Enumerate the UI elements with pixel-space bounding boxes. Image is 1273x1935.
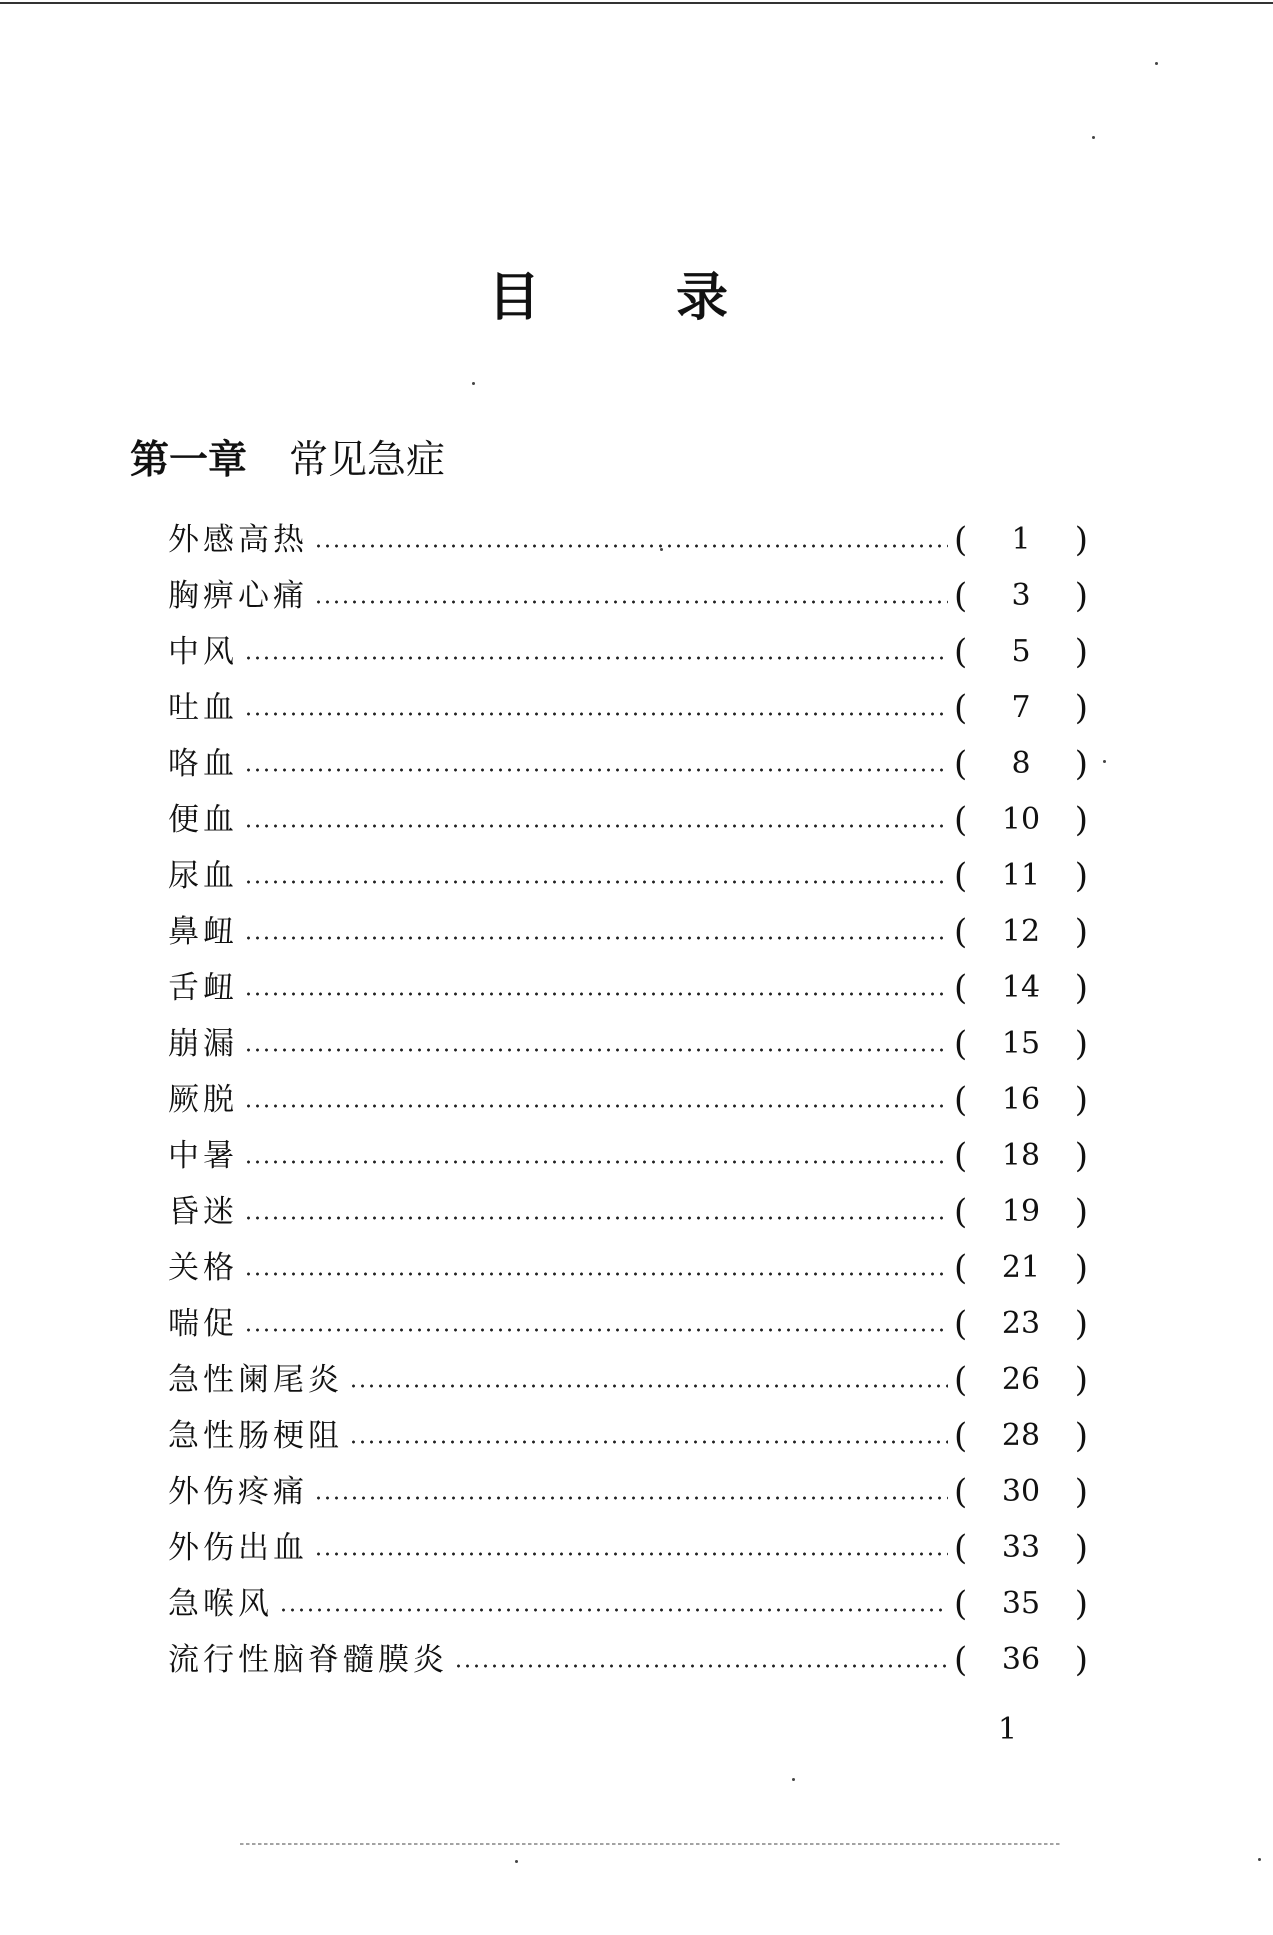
toc-entry-page-ref: [954, 1024, 1088, 1064]
paren-open: (: [954, 1080, 968, 1120]
toc-dot-leader: [349, 1383, 948, 1389]
toc-dot-leader: [244, 935, 948, 941]
toc-entry-page-number: 15: [1001, 1026, 1041, 1061]
toc-entry-label: 厥脱: [168, 1082, 238, 1118]
toc-entry-label: 流行性脑脊髓膜炎: [168, 1642, 448, 1678]
toc-dot-leader: [349, 1439, 948, 1445]
toc-entry-page-ref: [954, 1472, 1088, 1512]
toc-entry-page-number: 18: [1001, 1138, 1041, 1173]
toc-dot-leader: [244, 879, 948, 885]
paren-open: (: [954, 1024, 968, 1064]
toc-entry-page-ref: [954, 1192, 1088, 1232]
toc-entry-page-ref: [954, 1584, 1088, 1624]
toc-entry-page-number: 36: [1001, 1642, 1041, 1677]
toc-entry-label: 昏迷: [168, 1194, 238, 1230]
toc-dot-leader: [244, 1271, 948, 1277]
chapter-heading: [130, 437, 445, 485]
toc-entry-label: 喘促: [168, 1306, 238, 1342]
paren-open: (: [954, 1360, 968, 1400]
toc-entry-label: 关格: [168, 1250, 238, 1286]
toc-entry-label: 急性肠梗阻: [168, 1418, 343, 1454]
toc-entry[interactable]: [168, 848, 1088, 904]
chapter-number: 第一章: [130, 438, 248, 483]
toc-entry-label: 外伤疼痛: [168, 1474, 308, 1510]
toc-entry-page-number: 26: [1001, 1362, 1041, 1397]
toc-entry[interactable]: [168, 624, 1088, 680]
toc-dot-leader: [244, 711, 948, 717]
toc-dot-leader: [244, 1103, 948, 1109]
toc-entry-label: 急喉风: [168, 1586, 273, 1622]
paren-close: ): [1074, 1248, 1088, 1288]
toc-entry-page-ref: [954, 1248, 1088, 1288]
toc-entry-page-ref: [954, 688, 1088, 728]
toc-entry[interactable]: [168, 568, 1088, 624]
paren-open: (: [954, 912, 968, 952]
toc-entry-page-number: 10: [1001, 802, 1041, 837]
paren-open: (: [954, 1304, 968, 1344]
toc-entry[interactable]: [168, 792, 1088, 848]
toc-entry-page-number: 16: [1001, 1082, 1041, 1117]
toc-dot-leader: [244, 1047, 948, 1053]
toc-entry-page-ref: [954, 1640, 1088, 1680]
toc-entry-page-ref: [954, 1304, 1088, 1344]
paren-open: (: [954, 744, 968, 784]
toc-entry[interactable]: [168, 1128, 1088, 1184]
toc-dot-leader: [244, 991, 948, 997]
paren-close: ): [1074, 1584, 1088, 1624]
toc-entry-page-number: 5: [1011, 634, 1031, 669]
toc-entry[interactable]: [168, 1240, 1088, 1296]
toc-entry[interactable]: [168, 1352, 1088, 1408]
toc-entry[interactable]: [168, 1072, 1088, 1128]
toc-dot-leader: [279, 1607, 948, 1613]
toc-entry-label: 咯血: [168, 746, 238, 782]
paren-close: ): [1074, 1024, 1088, 1064]
toc-entry[interactable]: [168, 680, 1088, 736]
page-title-char-2: 录: [675, 268, 728, 328]
paren-open: (: [954, 632, 968, 672]
toc-entry-page-number: 14: [1001, 970, 1041, 1005]
toc-entry-page-ref: [954, 576, 1088, 616]
page-number: 1: [998, 1712, 1018, 1747]
toc-entry-page-ref: [954, 1080, 1088, 1120]
toc-entry-page-ref: [954, 912, 1088, 952]
paren-open: (: [954, 1136, 968, 1176]
toc-entry[interactable]: [168, 736, 1088, 792]
toc-dot-leader: [244, 1215, 948, 1221]
scan-speck: [792, 1778, 795, 1781]
toc-entry[interactable]: [168, 1632, 1088, 1688]
toc-entry-page-number: 11: [1001, 858, 1041, 893]
toc-entry-page-ref: [954, 968, 1088, 1008]
page-title-char-1: 目: [488, 268, 541, 328]
toc-entry[interactable]: [168, 1184, 1088, 1240]
paren-open: (: [954, 1528, 968, 1568]
scan-speck: [660, 548, 663, 551]
toc-entry-label: 尿血: [168, 858, 238, 894]
paren-close: ): [1074, 744, 1088, 784]
toc-entry[interactable]: [168, 1296, 1088, 1352]
toc-entry-label: 外伤出血: [168, 1530, 308, 1566]
paren-close: ): [1074, 520, 1088, 560]
toc-entry-page-number: 1: [1011, 522, 1031, 557]
toc-list: [168, 512, 1088, 1688]
paren-open: (: [954, 968, 968, 1008]
paren-close: ): [1074, 1360, 1088, 1400]
toc-entry[interactable]: [168, 1016, 1088, 1072]
paren-close: ): [1074, 1416, 1088, 1456]
toc-dot-leader: [314, 1495, 948, 1501]
toc-dot-leader: [244, 655, 948, 661]
toc-entry-label: 崩漏: [168, 1026, 238, 1062]
toc-entry-page-ref: [954, 856, 1088, 896]
toc-entry-page-number: 12: [1001, 914, 1041, 949]
toc-entry-page-ref: [954, 800, 1088, 840]
toc-dot-leader: [314, 543, 948, 549]
paren-open: (: [954, 1584, 968, 1624]
toc-entry-page-number: 3: [1011, 578, 1031, 613]
toc-entry-page-ref: [954, 632, 1088, 672]
toc-dot-leader: [244, 823, 948, 829]
paren-close: ): [1074, 1528, 1088, 1568]
toc-entry[interactable]: [168, 1464, 1088, 1520]
toc-entry-page-ref: [954, 1360, 1088, 1400]
toc-entry-page-ref: [954, 1136, 1088, 1176]
toc-entry-label: 胸痹心痛: [168, 578, 308, 614]
toc-dot-leader: [244, 1159, 948, 1165]
toc-dot-leader: [314, 599, 948, 605]
toc-entry-page-ref: [954, 744, 1088, 784]
page-title: [488, 268, 728, 328]
paren-open: (: [954, 576, 968, 616]
paren-close: ): [1074, 1136, 1088, 1176]
scan-speck: [1258, 1858, 1261, 1861]
toc-entry-page-number: 30: [1001, 1474, 1041, 1509]
toc-entry-label: 外感高热: [168, 522, 308, 558]
toc-dot-leader: [454, 1663, 948, 1669]
chapter-name: 常见急症: [289, 438, 446, 483]
toc-entry-page-number: 35: [1001, 1586, 1041, 1621]
toc-dot-leader: [244, 1327, 948, 1333]
toc-entry-page-ref: [954, 520, 1088, 560]
toc-entry-page-number: 7: [1011, 690, 1031, 725]
scan-speck: [1103, 760, 1106, 763]
paren-open: (: [954, 1416, 968, 1456]
toc-entry-page-number: 19: [1001, 1194, 1041, 1229]
toc-entry-page-number: 28: [1001, 1418, 1041, 1453]
toc-entry-label: 吐血: [168, 690, 238, 726]
toc-dot-leader: [244, 767, 948, 773]
paren-open: (: [954, 856, 968, 896]
toc-entry-label: 便血: [168, 802, 238, 838]
paren-close: ): [1074, 1304, 1088, 1344]
paren-open: (: [954, 1248, 968, 1288]
toc-entry-page-ref: [954, 1416, 1088, 1456]
paren-open: (: [954, 1640, 968, 1680]
toc-entry[interactable]: [168, 960, 1088, 1016]
paren-close: ): [1074, 912, 1088, 952]
paren-close: ): [1074, 576, 1088, 616]
toc-entry-page-number: 33: [1001, 1530, 1041, 1565]
toc-entry-label: 鼻衄: [168, 914, 238, 950]
scan-speck: [472, 382, 475, 385]
paren-close: ): [1074, 1192, 1088, 1232]
bottom-scan-line: [240, 1843, 1060, 1845]
paren-close: ): [1074, 1472, 1088, 1512]
toc-entry[interactable]: [168, 512, 1088, 568]
toc-entry-page-ref: [954, 1528, 1088, 1568]
paren-close: ): [1074, 1640, 1088, 1680]
scan-speck: [1092, 136, 1095, 139]
toc-entry[interactable]: [168, 1408, 1088, 1464]
paren-close: ): [1074, 1080, 1088, 1120]
toc-dot-leader: [314, 1551, 948, 1557]
paren-open: (: [954, 1192, 968, 1232]
toc-entry-page-number: 23: [1001, 1306, 1041, 1341]
toc-entry[interactable]: [168, 1520, 1088, 1576]
toc-entry-label: 中暑: [168, 1138, 238, 1174]
toc-entry-label: 中风: [168, 634, 238, 670]
paren-close: ): [1074, 632, 1088, 672]
toc-entry-page-number: 8: [1011, 746, 1031, 781]
paren-open: (: [954, 1472, 968, 1512]
toc-entry[interactable]: [168, 1576, 1088, 1632]
toc-entry-page-number: 21: [1001, 1250, 1041, 1285]
paren-close: ): [1074, 968, 1088, 1008]
scan-speck: [515, 1860, 518, 1863]
toc-entry-label: 急性阑尾炎: [168, 1362, 343, 1398]
top-border-line: [0, 2, 1273, 4]
paren-open: (: [954, 800, 968, 840]
paren-close: ): [1074, 856, 1088, 896]
paren-open: (: [954, 520, 968, 560]
paren-close: ): [1074, 800, 1088, 840]
scan-speck: [1155, 62, 1158, 65]
paren-open: (: [954, 688, 968, 728]
paren-close: ): [1074, 688, 1088, 728]
toc-entry-label: 舌衄: [168, 970, 238, 1006]
toc-entry[interactable]: [168, 904, 1088, 960]
